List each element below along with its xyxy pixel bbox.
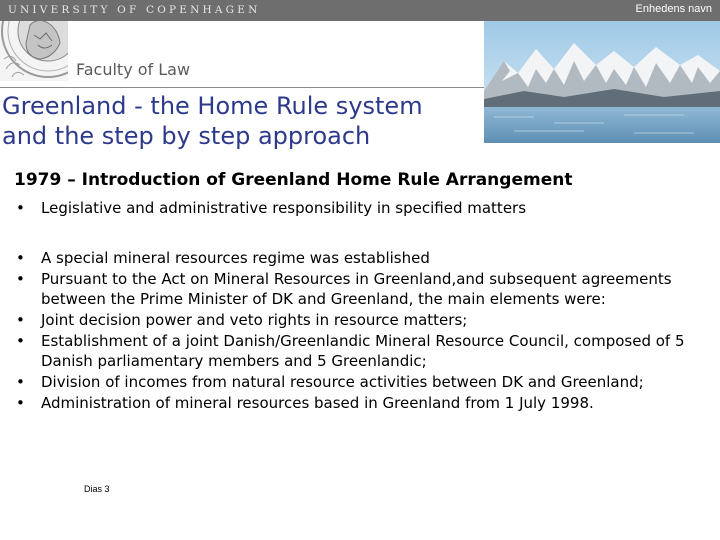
section-heading: 1979 – Introduction of Greenland Home Rule Arrangement <box>14 170 573 190</box>
university-name: UNIVERSITY OF COPENHAGEN <box>8 4 261 16</box>
slide-title-line-2: and the step by step approach <box>2 122 371 150</box>
list-item: • Pursuant to the Act on Mineral Resources in Greenland,and subsequent agreements between the Prime Minister of DK and Greenland, the main elements were: <box>14 269 714 309</box>
list-item: • Joint decision power and veto rights in resource matters; <box>14 310 714 330</box>
list-item: • Administration of mineral resources based in Greenland from 1 July 1998. <box>14 393 714 413</box>
header-divider <box>0 87 484 88</box>
list-item: • Establishment of a joint Danish/Greenlandic Mineral Resource Council, composed of 5 Danish parliamentary members and 5 Greenlandic; <box>14 331 714 371</box>
greenland-mountain-lake-photo <box>484 21 720 143</box>
unit-name: Enhedens navn <box>635 3 712 15</box>
list-item: • Legislative and administrative responsibility in specified matters <box>14 198 714 218</box>
slide-title-line-1: Greenland - the Home Rule system <box>2 92 423 120</box>
top-bar <box>0 0 720 21</box>
university-seal-icon <box>0 21 68 81</box>
list-item: • A special mineral resources regime was established <box>14 248 714 268</box>
faculty-name: Faculty of Law <box>76 60 191 79</box>
slide-title <box>2 91 482 151</box>
slide-number: Dias 3 <box>84 484 110 494</box>
bullet-list-responsibility <box>14 198 714 218</box>
list-item: • Division of incomes from natural resource activities between DK and Greenland; <box>14 372 714 392</box>
bullet-list-mineral-regime <box>14 248 714 414</box>
